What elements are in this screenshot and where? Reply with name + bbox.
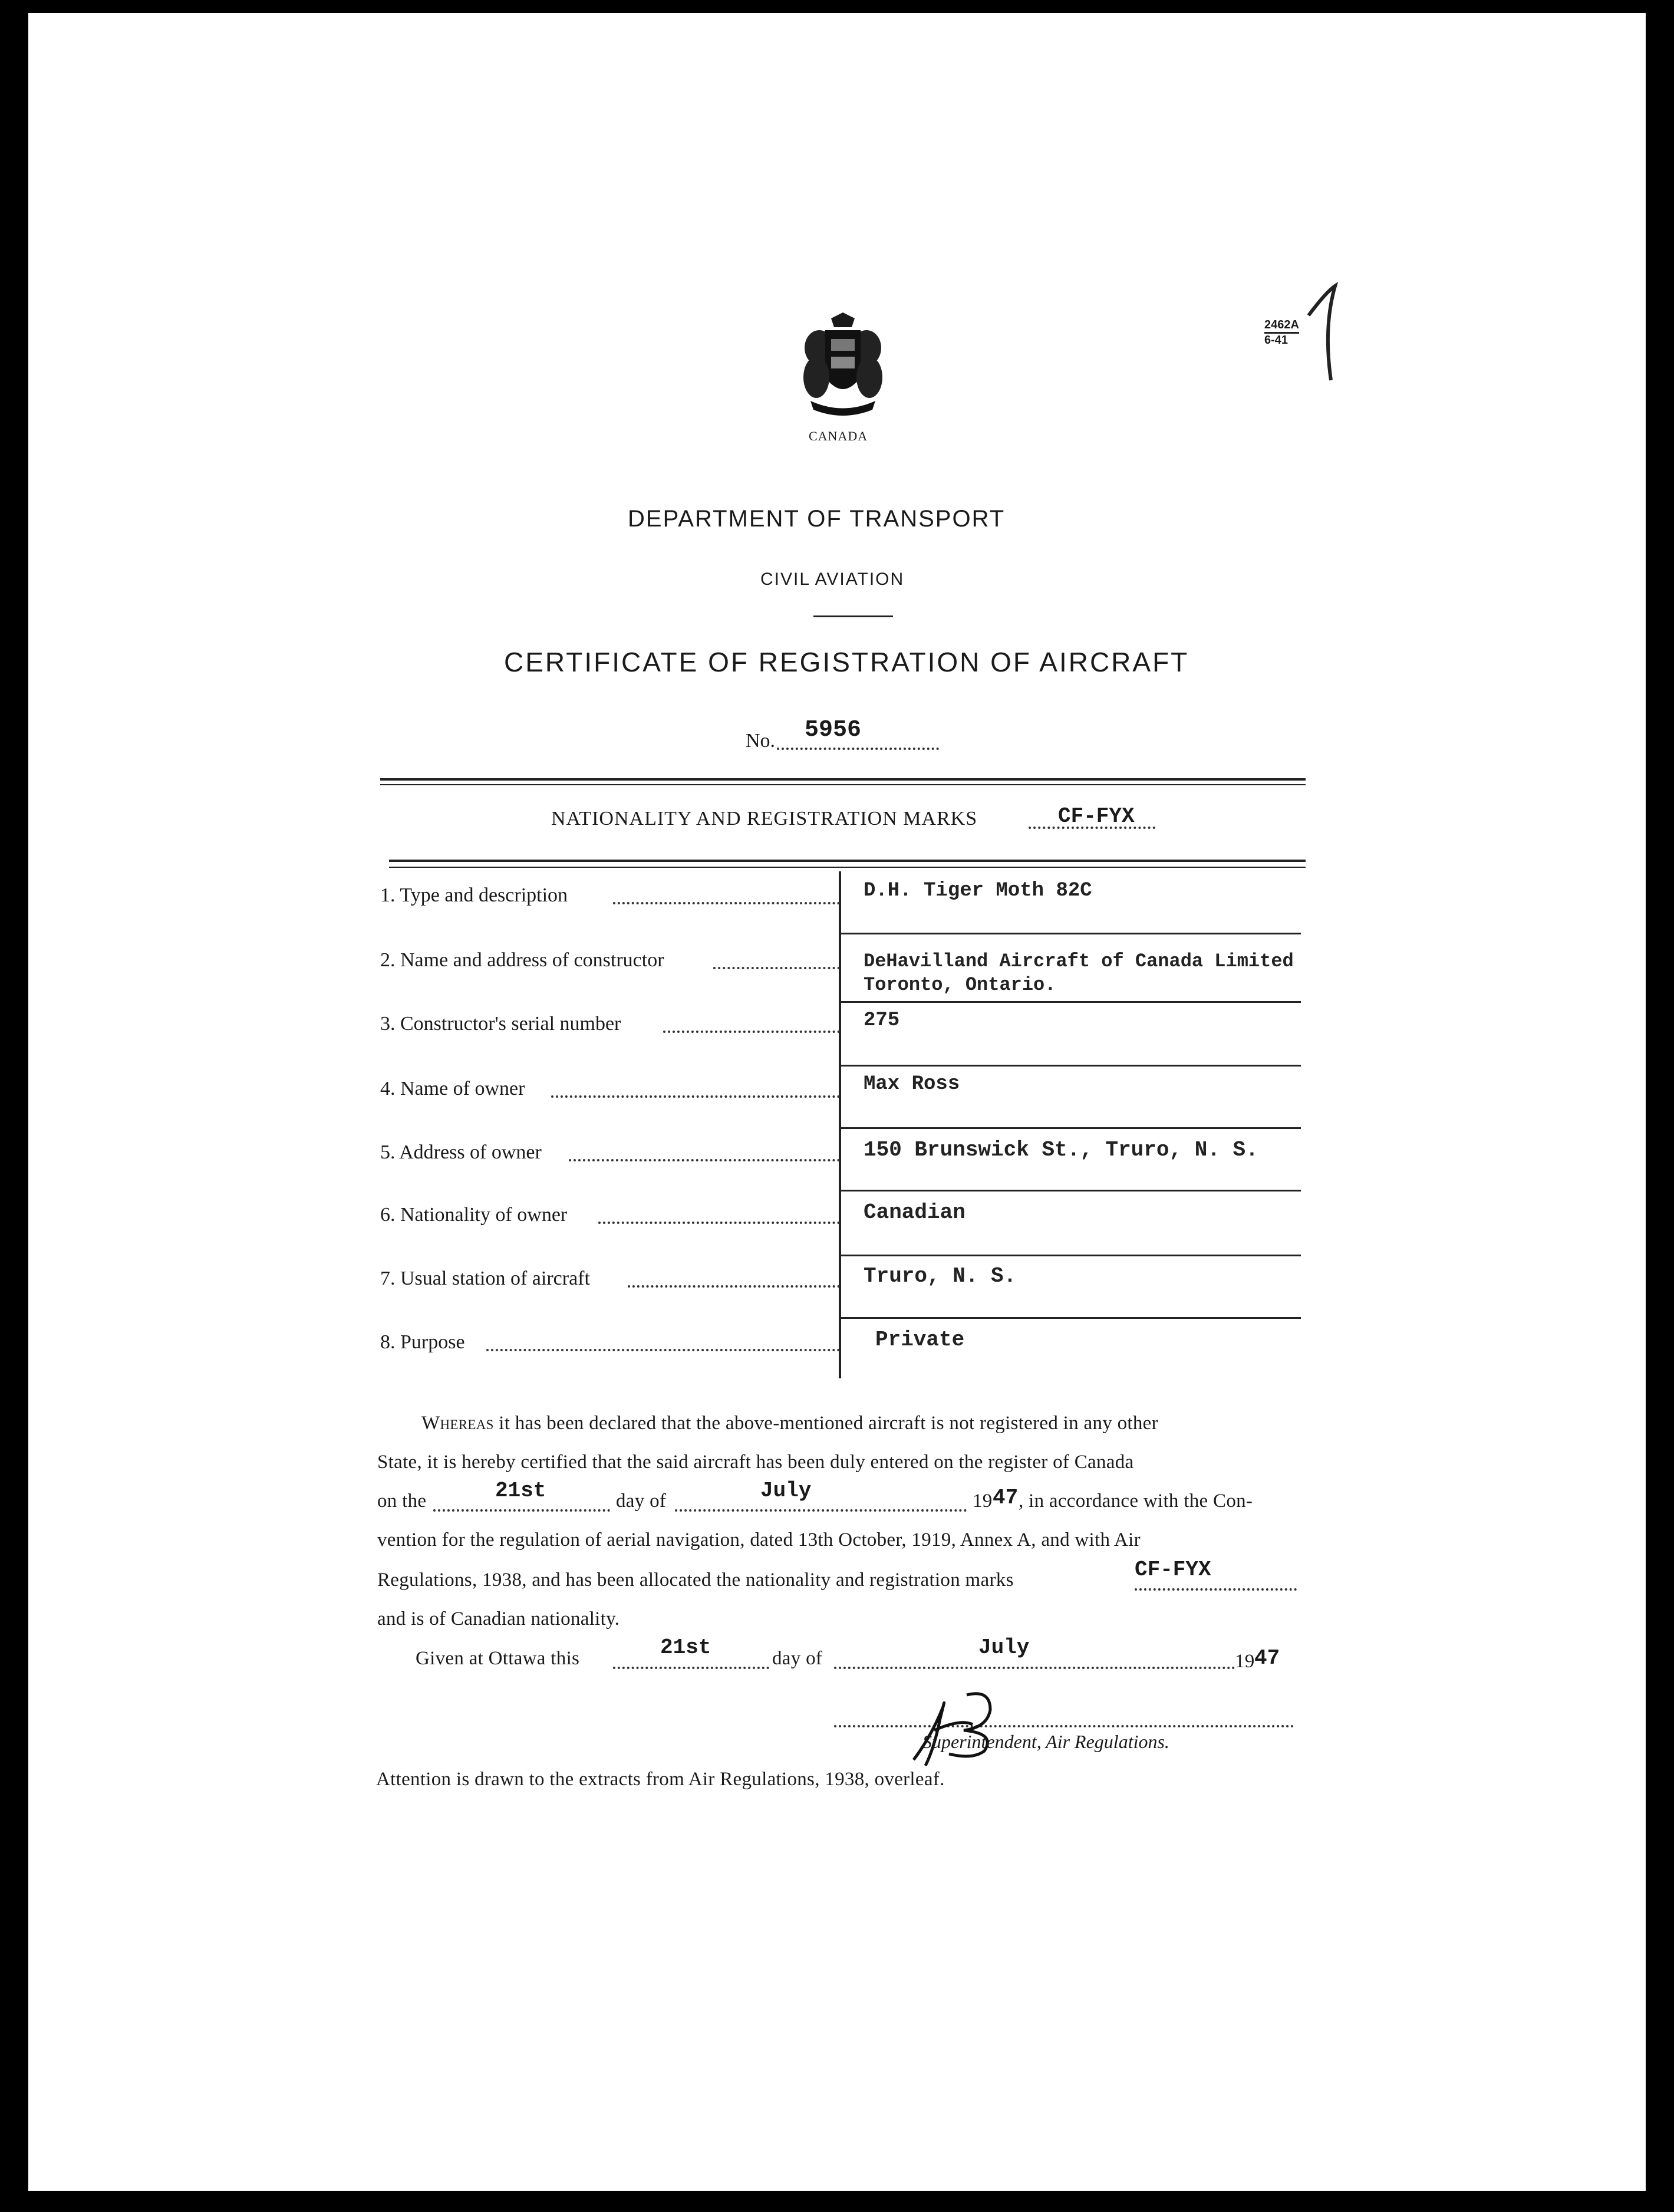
statement-lead: Whereas: [421, 1413, 494, 1434]
given-text-a: Given at Ottawa this: [416, 1648, 580, 1669]
scan-border-left: [0, 0, 28, 2212]
coat-of-arms-icon: [799, 312, 887, 424]
field-dots-7: [628, 1285, 840, 1288]
row-rule-5: [841, 1190, 1301, 1191]
given-year-prefix: 19: [1235, 1651, 1255, 1672]
field-dots-8: [486, 1349, 840, 1351]
certificate-title: CERTIFICATE OF REGISTRATION OF AIRCRAFT: [504, 647, 1189, 677]
statement-day: 21st: [495, 1479, 546, 1503]
scan-border-right: [1646, 0, 1674, 2212]
certificate-no: 5956: [805, 717, 862, 743]
statement-line-3-a: on the: [377, 1490, 427, 1512]
row-rule-7: [841, 1317, 1301, 1319]
rule-1: [380, 778, 1306, 781]
row-rule-1: [841, 933, 1301, 934]
statement-line-4: vention for the regulation of aerial navigation, dated 13th October, 1919, Annex A, and with Air: [377, 1529, 1141, 1551]
field-dots-4: [551, 1095, 840, 1098]
given-text-b: day of: [772, 1648, 823, 1669]
table-divider: [839, 871, 841, 1378]
given-day: 21st: [660, 1635, 711, 1660]
field-value-8: Private: [875, 1328, 965, 1352]
scan-border-top: [0, 0, 1674, 13]
statement-line-5-text: Regulations, 1938, and has been allocated the nationality and registration marks: [377, 1569, 1014, 1591]
country-label: CANADA: [809, 429, 868, 443]
field-value-1: D.H. Tiger Moth 82C: [864, 880, 1092, 902]
rule-2: [389, 860, 1306, 862]
field-label-7: 7. Usual station of aircraft: [380, 1268, 590, 1289]
field-dots-2: [713, 967, 840, 969]
statement-month: July: [760, 1479, 812, 1503]
statement-marks: CF-FYX: [1135, 1558, 1211, 1582]
rule-1b: [380, 784, 1306, 785]
statement-line-2: State, it is hereby certified that the said aircraft has been duly entered on the register of Canada: [377, 1451, 1134, 1473]
row-rule-4: [841, 1127, 1301, 1129]
pencil-mark: [1291, 280, 1350, 386]
rule-2b: [389, 867, 1306, 868]
heading-divider: [813, 615, 893, 617]
row-rule-6: [841, 1255, 1301, 1256]
given-month-dots: [834, 1667, 1235, 1669]
statement-line-1: [421, 1413, 1158, 1434]
attention-note: Attention is drawn to the extracts from Air Regulations, 1938, overleaf.: [376, 1769, 945, 1790]
statement-line-3-b: day of: [616, 1490, 667, 1512]
statement-line-6: and is of Canadian nationality.: [377, 1608, 620, 1630]
statement-year-prefix: 19: [973, 1490, 993, 1512]
field-label-3: 3. Constructor's serial number: [380, 1013, 621, 1035]
field-value-3: 275: [864, 1009, 900, 1032]
marks-value: CF-FYX: [1058, 804, 1135, 828]
field-label-2: 2. Name and address of constructor: [380, 949, 664, 971]
certificate-no-dots: [777, 748, 939, 750]
field-label-5: 5. Address of owner: [380, 1141, 542, 1163]
field-value-6: Canadian: [864, 1200, 965, 1224]
field-value-5: 150 Brunswick St., Truro, N. S.: [864, 1138, 1258, 1162]
statement-year-suffix: 47: [993, 1486, 1019, 1510]
given-month: July: [978, 1635, 1030, 1660]
given-day-dots: [613, 1667, 769, 1669]
field-value-2: DeHavilland Aircraft of Canada Limited: [864, 950, 1294, 972]
field-value-2-line2: Toronto, Ontario.: [864, 974, 1056, 996]
month-dots: [675, 1509, 967, 1512]
signature-dots: [834, 1725, 1294, 1727]
marks-label: NATIONALITY AND REGISTRATION MARKS: [551, 808, 978, 830]
field-label-4: 4. Name of owner: [380, 1078, 525, 1100]
field-value-4: Max Ross: [864, 1073, 960, 1095]
division-heading: CIVIL AVIATION: [760, 570, 905, 589]
statement-line-1-text: it has been declared that the above-mentioned aircraft is not registered in any other: [499, 1413, 1158, 1434]
signature-scribble: [908, 1683, 1026, 1772]
field-dots-6: [598, 1222, 840, 1224]
field-dots-1: [613, 902, 840, 904]
given-year-suffix: 47: [1254, 1646, 1280, 1670]
form-number: 2462A 6-41: [1264, 318, 1299, 347]
row-rule-3: [841, 1065, 1301, 1066]
field-label-8: 8. Purpose: [380, 1331, 465, 1353]
field-label-1: 1. Type and description: [380, 884, 568, 906]
statement-line-3-c: , in accordance with the Con-: [1019, 1490, 1253, 1512]
certificate-no-label: No.: [746, 730, 776, 752]
field-label-6: 6. Nationality of owner: [380, 1204, 568, 1226]
day-dots: [433, 1509, 610, 1512]
field-value-7: Truro, N. S.: [864, 1264, 1017, 1288]
department-heading: DEPARTMENT OF TRANSPORT: [628, 506, 1006, 532]
field-dots-5: [569, 1159, 840, 1161]
signature-title: Superintendent, Air Regulations.: [922, 1731, 1169, 1752]
marks-dots-2: [1135, 1588, 1297, 1591]
row-rule-2: [841, 1001, 1301, 1003]
field-dots-3: [663, 1031, 840, 1033]
form-date: 6-41: [1264, 334, 1289, 347]
scan-border-bottom: [0, 2191, 1674, 2212]
